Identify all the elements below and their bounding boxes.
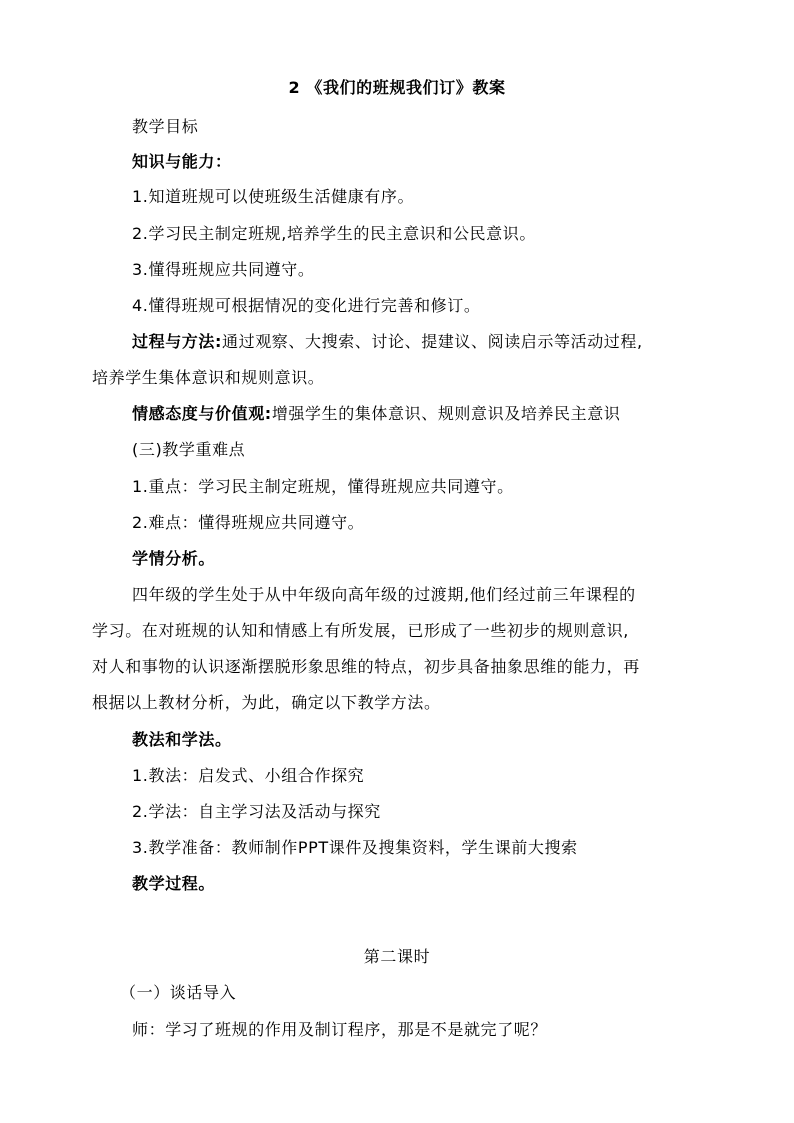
knowledge-item-3: 3.懂得班规应共同遵守。 xyxy=(132,260,315,279)
knowledge-label: 知识与能力： xyxy=(132,152,232,171)
process-paragraph-line1 xyxy=(132,332,716,352)
key-point-item-2: 2.难点：懂得班规应共同遵守。 xyxy=(132,513,365,532)
methods-heading: 教法和学法。 xyxy=(132,730,232,749)
analysis-line-4: 根据以上教材分析，为此，确定以下教学方法。 xyxy=(92,693,441,712)
methods-item-3: 3.教学准备：教师制作PPT课件及搜集资料，学生课前大搜索 xyxy=(132,838,578,857)
knowledge-item-2: 2.学习民主制定班规,培养学生的民主意识和公民意识。 xyxy=(132,224,536,243)
analysis-line-2: 学习。在对班规的认知和情感上有所发展，已形成了一些初步的规则意识, xyxy=(92,621,629,640)
knowledge-item-4: 4.懂得班规可根据情况的变化进行完善和修订。 xyxy=(132,296,481,315)
methods-item-1: 1.教法：启发式、小组合作探究 xyxy=(132,766,365,785)
methods-item-2: 2.学法：自主学习法及活动与探究 xyxy=(132,802,381,821)
process-label: 过程与方法: xyxy=(132,332,222,351)
lesson-title: 第二课时 xyxy=(363,947,431,966)
teacher-line: 师：学习了班规的作用及制订程序，那是不是就完了呢？ xyxy=(132,1020,548,1039)
analysis-line-1: 四年级的学生处于从中年级向高年级的过渡期,他们经过前三年课程的 xyxy=(132,585,636,604)
analysis-heading: 学情分析。 xyxy=(132,549,216,568)
document-title: 2 《我们的班规我们订》教案 xyxy=(288,78,506,97)
analysis-line-3: 对人和事物的认识逐渐摆脱形象思维的特点，初步具备抽象思维的能力，再 xyxy=(92,657,640,676)
intro-heading: （一）谈话导入 xyxy=(120,983,237,1002)
process-text-line1: 通过观察、大搜索、讨论、提建议、阅读启示等活动过程, xyxy=(222,332,643,351)
objectives-heading: 教学目标 xyxy=(132,117,199,136)
process-text-line2: 培养学生集体意识和规则意识。 xyxy=(92,368,325,387)
emotion-paragraph xyxy=(132,404,756,424)
key-points-heading: (三)教学重难点 xyxy=(132,440,246,459)
knowledge-item-1: 1.知道班规可以使班级生活健康有序。 xyxy=(132,187,415,206)
emotion-label: 情感态度与价值观: xyxy=(132,404,272,423)
process-steps-heading: 教学过程。 xyxy=(132,874,216,893)
key-point-item-1: 1.重点：学习民主制定班规，懂得班规应共同遵守。 xyxy=(132,477,514,496)
emotion-text: 增强学生的集体意识、规则意识及培养民主意识 xyxy=(271,404,621,423)
